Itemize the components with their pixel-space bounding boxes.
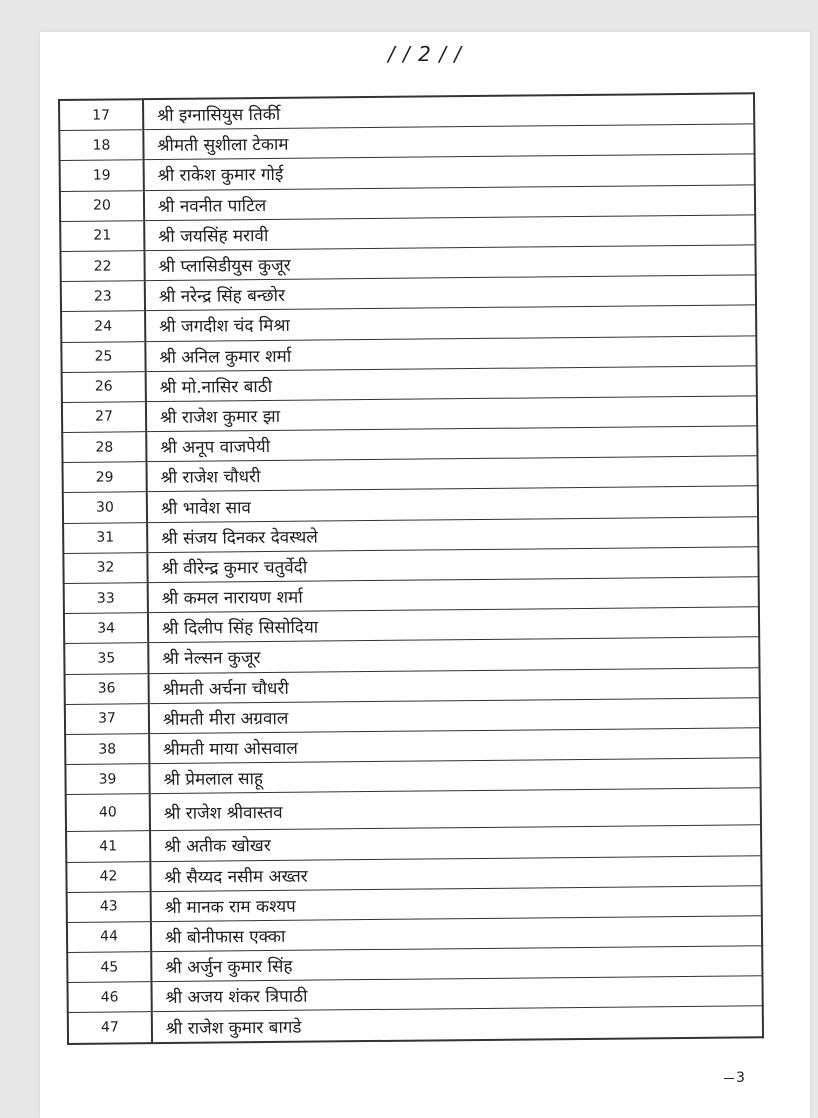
serial-number: 26	[62, 371, 146, 402]
serial-number: 18	[59, 130, 143, 161]
serial-number: 47	[68, 1012, 152, 1043]
member-name: श्रीमती अर्चना चौधरी	[149, 667, 760, 703]
member-name: श्री अनूप वाजपेयी	[146, 426, 757, 462]
serial-number: 34	[64, 613, 148, 644]
serial-number: 39	[65, 764, 149, 795]
member-name: श्री अनिल कुमार शर्मा	[145, 335, 756, 371]
serial-number: 30	[63, 492, 147, 523]
serial-number: 25	[61, 341, 145, 372]
serial-number: 44	[67, 922, 151, 953]
serial-number: 40	[66, 794, 150, 832]
next-page-indicator	[724, 1070, 745, 1086]
serial-number: 31	[63, 522, 147, 553]
serial-number: 22	[60, 251, 144, 282]
serial-number: 19	[60, 160, 144, 191]
member-name: श्री जगदीश चंद मिश्रा	[145, 305, 756, 341]
member-name: श्री अजय शंकर त्रिपाठी	[151, 976, 762, 1012]
page-number-marker: / / 2 / /	[387, 42, 463, 66]
serial-number: 37	[65, 703, 149, 734]
member-name: श्री मानक राम कश्यप	[151, 885, 762, 921]
member-name: श्रीमती मीरा अग्रवाल	[149, 698, 760, 734]
serial-number: 43	[67, 891, 151, 922]
serial-number: 42	[66, 861, 150, 892]
serial-number: 35	[64, 643, 148, 674]
member-name: श्री अतीक खोखर	[150, 825, 761, 861]
member-name: श्री नेल्सन कुजूर	[148, 637, 759, 673]
serial-number: 33	[64, 583, 148, 614]
member-name: श्री अर्जुन कुमार सिंह	[151, 946, 762, 982]
member-name: श्री दिलीप सिंह सिसोदिया	[148, 607, 759, 643]
next-page-number: 3	[736, 1070, 745, 1086]
member-name: श्री जयसिंह मरावी	[144, 215, 755, 251]
member-name: श्रीमती माया ओसवाल	[149, 728, 760, 764]
member-name: श्री नरेन्द्र सिंह बन्छोर	[145, 275, 756, 311]
member-name: श्री भावेश साव	[147, 486, 758, 522]
member-name: श्री नवनीत पाटिल	[144, 184, 755, 220]
member-name: श्री कमल नारायण शर्मा	[148, 577, 759, 613]
serial-number: 20	[60, 190, 144, 221]
roster-table	[58, 92, 764, 1044]
member-name: श्री राजेश श्रीवास्तव	[150, 788, 761, 831]
member-name: श्री प्रेमलाल साहू	[149, 758, 760, 794]
table-row	[68, 1006, 763, 1043]
member-name: श्री सैय्यद नसीम अख्तर	[150, 855, 761, 891]
member-name: श्री बोनीफास एक्का	[151, 916, 762, 952]
serial-number: 28	[62, 432, 146, 463]
roster-table-container	[58, 92, 764, 1039]
serial-number: 24	[61, 311, 145, 342]
member-name: श्री राजेश कुमार झा	[146, 396, 757, 432]
member-name: श्री प्लासिडीयुस कुजूर	[144, 245, 755, 281]
document-page	[40, 32, 810, 1118]
serial-number: 23	[61, 281, 145, 312]
member-name: श्री राकेश कुमार गोई	[144, 154, 755, 190]
serial-number: 17	[59, 99, 143, 130]
serial-number: 36	[65, 673, 149, 704]
member-name: श्री इग्नासियुस तिर्की	[143, 93, 754, 130]
serial-number: 45	[67, 952, 151, 983]
serial-number: 38	[65, 734, 149, 765]
member-name: श्री वीरेन्द्र कुमार चतुर्वेदी	[147, 547, 758, 583]
serial-number: 21	[60, 220, 144, 251]
serial-number: 32	[63, 552, 147, 583]
member-name: श्री मो.नासिर बाठी	[146, 365, 757, 401]
serial-number: 27	[62, 402, 146, 433]
dash-mark	[724, 1078, 734, 1079]
member-name: श्री राजेश चौधरी	[146, 456, 757, 492]
member-name: श्री संजय दिनकर देवस्थले	[147, 516, 758, 552]
member-name: श्री राजेश कुमार बागडे	[152, 1006, 763, 1043]
serial-number: 46	[67, 982, 151, 1013]
member-name: श्रीमती सुशीला टेकाम	[143, 124, 754, 160]
serial-number: 29	[62, 462, 146, 493]
serial-number: 41	[66, 831, 150, 862]
